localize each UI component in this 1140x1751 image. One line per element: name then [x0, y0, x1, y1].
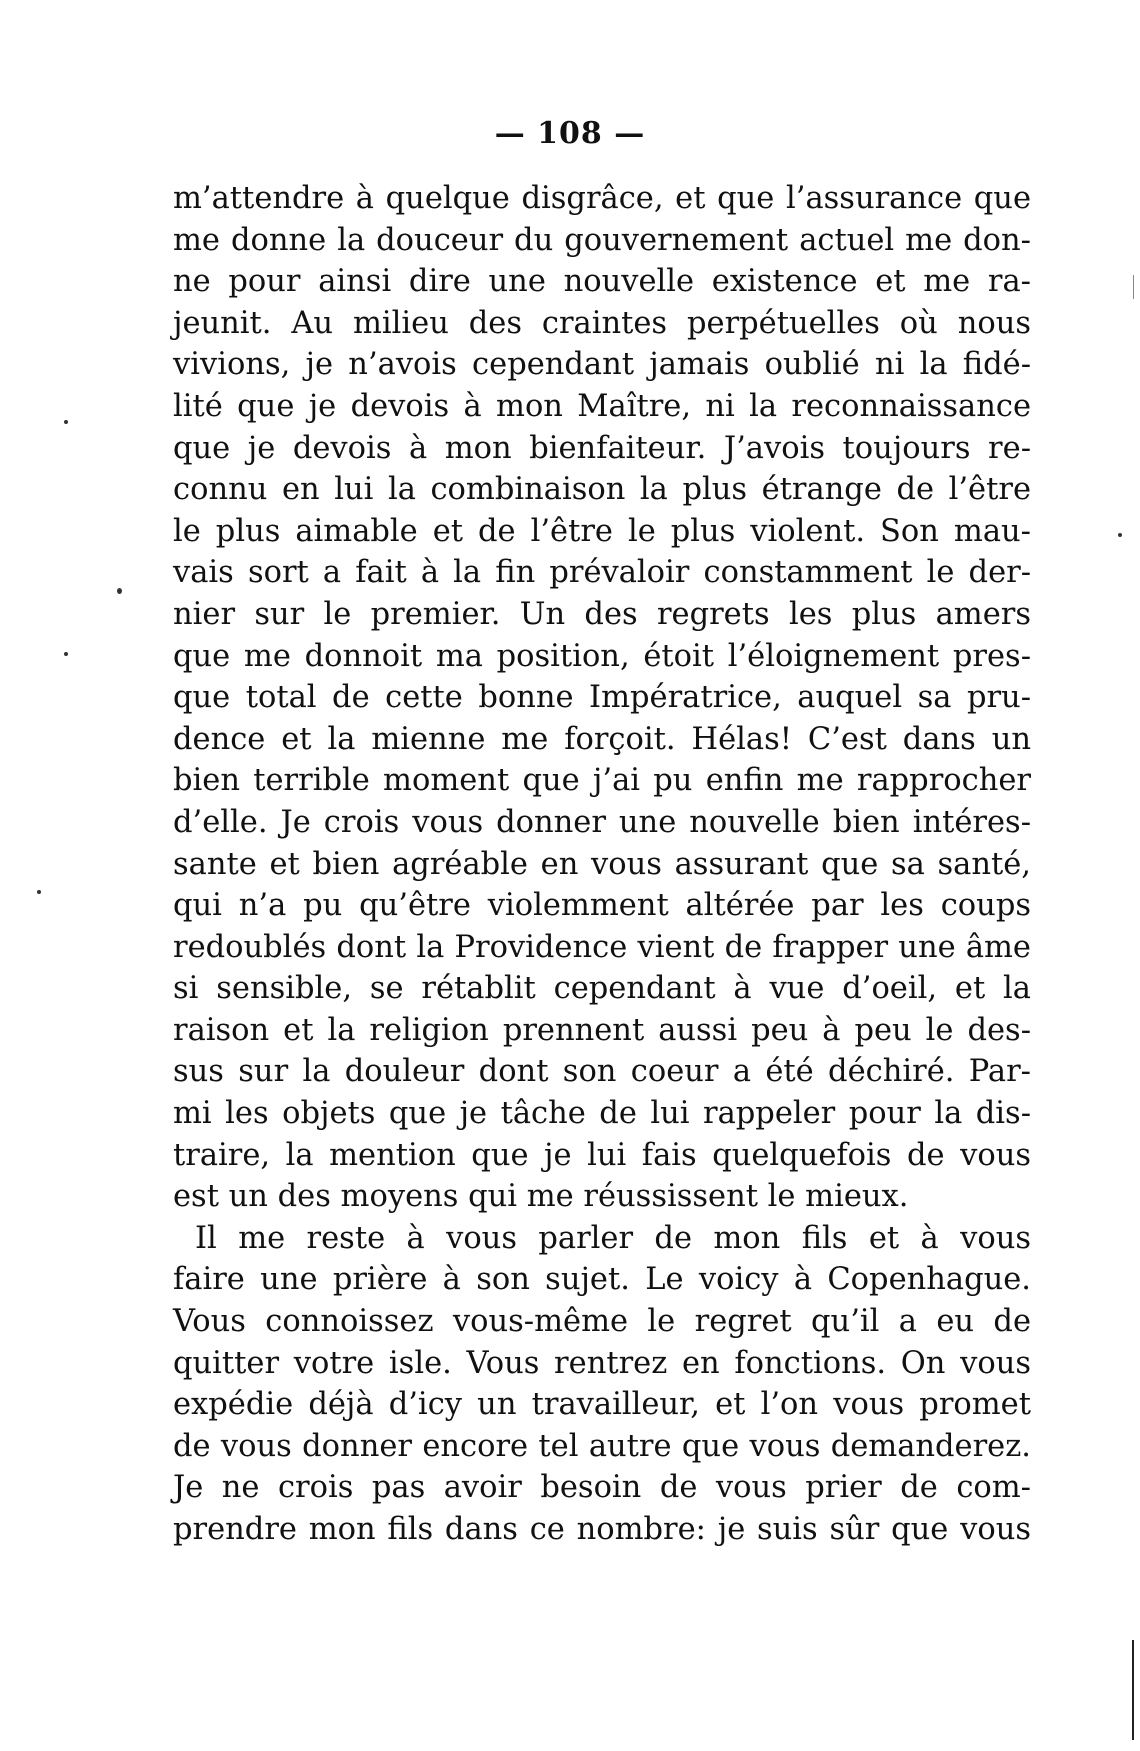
text-line: bien terrible moment que j’ai pu enfin me rapprocher — [173, 763, 1031, 799]
text-line: lité que je devois à mon Maître, ni la reconnaissance — [173, 388, 1031, 424]
text-line: raison et la religion prennent aussi peu à peu le des- — [173, 1012, 1031, 1048]
text-line: faire une prière à son sujet. Le voicy à Copenhague. — [173, 1262, 1031, 1298]
text-line: Vous connoissez vous-même le regret qu’il a eu de — [173, 1304, 1031, 1340]
text-line: nier sur le premier. Un des regrets les plus amers — [173, 596, 1031, 632]
text-line: dence et la mienne me forçoit. Hélas! C’est dans un — [173, 721, 1031, 757]
text-line: sus sur la douleur dont son coeur a été déchiré. Par- — [173, 1054, 1031, 1090]
text-line: Je ne crois pas avoir besoin de vous prier de com- — [173, 1470, 1031, 1506]
text-line: jeunit. Au milieu des craintes perpétuelles où nous — [173, 305, 1031, 341]
text-line: vivions, je n’avois cependant jamais oublié ni la fidé- — [173, 347, 1031, 383]
scan-speck — [117, 588, 122, 594]
text-line: sante et bien agréable en vous assurant que sa santé, — [173, 846, 1031, 882]
scan-edge-mark — [1132, 1640, 1134, 1740]
scan-speck — [1118, 533, 1122, 537]
text-line: que je devois à mon bienfaiteur. J’avois toujours re- — [173, 430, 1031, 466]
text-line: connu en lui la combinaison la plus étrange de l’être — [173, 472, 1031, 508]
text-line: expédie déjà d’icy un travailleur, et l’on vous promet — [173, 1387, 1031, 1423]
text-line: me donne la douceur du gouvernement actuel me don- — [173, 222, 1031, 258]
text-line: mi les objets que je tâche de lui rappeler pour la dis- — [173, 1096, 1031, 1132]
paragraph-start-line: Il me reste à vous parler de mon fils et à vous — [195, 1220, 1031, 1256]
scan-speck — [37, 890, 41, 894]
text-line: traire, la mention que je lui fais quelquefois de vous — [173, 1137, 1031, 1173]
text-line: vais sort a fait à la fin prévaloir constamment le der- — [173, 555, 1031, 591]
text-line: si sensible, se rétablit cependant à vue d’oeil, et la — [173, 971, 1031, 1007]
page-number: — 108 — — [494, 116, 646, 151]
body-text — [173, 178, 1031, 1551]
text-line: ne pour ainsi dire une nouvelle existence et me ra- — [173, 264, 1031, 300]
text-line: prendre mon fils dans ce nombre: je suis sûr que vous — [173, 1512, 1031, 1547]
text-line: de vous donner encore tel autre que vous demanderez. — [173, 1428, 1031, 1464]
paragraph-end-line: est un des moyens qui me réussissent le mieux. — [173, 1179, 909, 1215]
text-line: m’attendre à quelque disgrâce, et que l’assurance que — [173, 181, 1031, 216]
scan-edge-mark — [1133, 275, 1134, 299]
scan-speck — [64, 652, 68, 656]
text-line: quitter votre isle. Vous rentrez en fonctions. On vous — [173, 1345, 1031, 1381]
text-line: que total de cette bonne Impératrice, auquel sa pru- — [173, 680, 1031, 716]
text-line: redoublés dont la Providence vient de frapper une âme — [173, 929, 1031, 965]
text-line: d’elle. Je crois vous donner une nouvelle bien intéres- — [173, 804, 1031, 840]
text-line: le plus aimable et de l’être le plus violent. Son mau- — [173, 513, 1031, 549]
text-line: que me donnoit ma position, étoit l’éloignement pres- — [173, 638, 1031, 674]
text-line: qui n’a pu qu’être violemment altérée par les coups — [173, 888, 1031, 924]
scan-speck — [64, 420, 68, 424]
